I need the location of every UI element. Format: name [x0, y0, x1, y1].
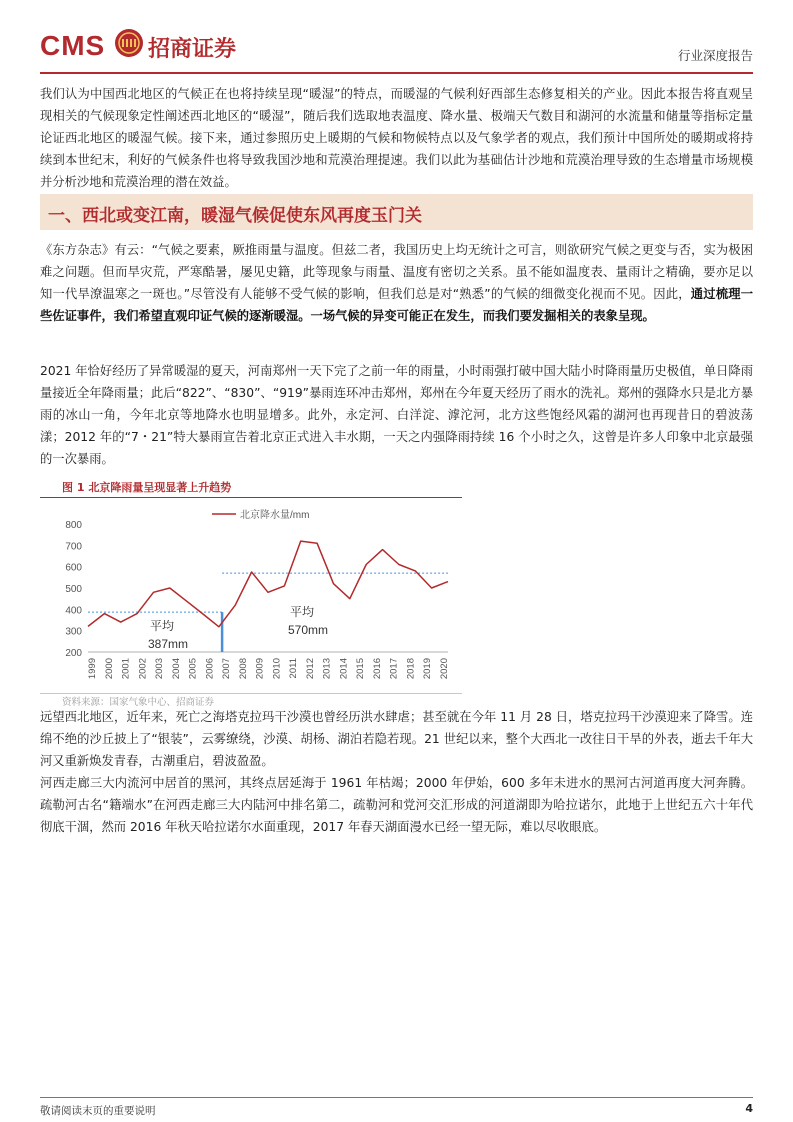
page-header [40, 26, 753, 74]
x-tick-label: 2018 [405, 658, 417, 680]
chart-legend [212, 508, 309, 521]
y-tick-label: 800 [65, 520, 82, 531]
x-tick-label: 2001 [120, 658, 132, 680]
x-tick-label: 2008 [237, 658, 249, 680]
y-tick-label: 500 [65, 584, 82, 595]
logo-text: CMS [40, 30, 106, 61]
y-axis [65, 520, 448, 659]
x-tick-label: 2000 [103, 658, 115, 680]
year-2021-paragraph: 2021 年恰好经历了异常暖湿的夏天，河南郑州一天下完了之前一年的雨量，小时雨强打破中国大陆小时降雨量历史极值，单日降雨量接近全年降雨量；此后“822”、“830”、“919”暴雨连环冲击郑州，郑州在今年夏天经历了雨水的洗礼。郑州的强降水只是北方暴雨的冰山一角，今年北京等地降水也明显增多。此外，永定河、白洋淀、滹沱河，北方这些饱经风霜的湖河也再现昔日的碧波荡漾；2012 年的“7・21”特大暴雨宣告着北京正式进入丰水期，一天之内强降雨持续 16 个小时之久，这曾是许多人印象中北京最强的一次暴雨。 [40, 364, 753, 466]
logo-chinese-name: 招商证券 [148, 37, 237, 62]
x-tick-label: 2011 [288, 658, 300, 679]
x-tick-label: 2017 [388, 658, 400, 680]
x-tick-label: 2003 [154, 658, 166, 680]
x-tick-label: 2012 [304, 658, 316, 680]
average-annotations [148, 605, 328, 651]
x-tick-label: 2010 [271, 658, 283, 680]
x-tick-label: 2007 [221, 658, 233, 680]
footer-note: 敬请阅读末页的重要说明 [40, 1105, 156, 1117]
rainfall-line [88, 541, 448, 627]
intro-paragraph: 我们认为中国西北地区的气候正在也将持续呈现“暖湿”的特点，而暖湿的气候利好西部生态修复相关的产业。因此本报告将直观呈现相关的气候现象定性阐述西北地区的“暖湿”，随后我们选取地表温度、降水量、极端天气数目和湖河的水流量和储量等指标定量论证西北地区的暖湿气候。接下来，通过参照历史上暖期的气候和物候特点以及气象学者的观点，我们预计中国所处的暖期或将持续到本世纪末，利好的气候条件也将导致我国沙地和荒漠治理提速。我们以此为基础估计沙地和荒漠治理导致的生态增量市场规模并分析沙地和荒漠治理的潜在效益。 [40, 87, 753, 189]
section-heading-band [40, 194, 753, 230]
y-tick-label: 300 [65, 626, 82, 638]
y-tick-label: 700 [65, 541, 82, 553]
avg-before-label-1: 平均 [150, 619, 175, 633]
avg-before-label-2: 387mm [148, 637, 189, 651]
header-divider [40, 72, 753, 74]
average-lines [88, 573, 448, 652]
x-tick-label: 2016 [371, 658, 383, 680]
x-tick-label: 2013 [321, 658, 333, 680]
figure-source: 资料来源：国家气象中心、招商证券 [62, 697, 215, 708]
section-title: 一、西北或变江南，暖湿气候促使东风再度玉门关 [48, 206, 422, 226]
quote-text: 《东方杂志》有云：“气候之要素，厥推雨量与温度。但兹二者，我国历史上均无统计之可言，则欲研究气候之更变与否，实为极困难之问题。但而旱灾荒，严寒酷暑，屡见史籍，此等现象与雨量、温度有密切之关系。虽不能如温度表、量雨计之精确，要亦足以知一代旱潦温寒之一斑也。”尽管没有人能够不受气候的影响，但我们总是对“熟悉”的气候的细微变化视而不见。因此， [40, 243, 753, 301]
beijing-rainfall-chart [40, 500, 462, 690]
quote-paragraph [40, 239, 753, 327]
x-tick-label: 1999 [87, 658, 98, 680]
y-tick-label: 200 [65, 648, 82, 659]
quote-emphasis: 通过梳理一些佐证事件，我们希望直观印证气候的逐渐暖湿。一场气候的异变可能正在发生，而我们要发掘相关的表象呈现。 [40, 287, 753, 323]
rainfall-series [88, 541, 448, 627]
x-tick-label: 2002 [137, 658, 149, 680]
x-tick-label: 2020 [439, 658, 450, 680]
x-tick-label: 2014 [338, 658, 350, 680]
x-tick-label: 2005 [187, 658, 199, 680]
x-tick-label: 2009 [254, 658, 266, 680]
x-tick-label: 2006 [204, 658, 216, 680]
avg-after-label-2: 570mm [288, 623, 329, 637]
hexi-corridor-paragraph: 河西走廊三大内流河中居首的黑河，其终点居延海于 1961 年枯竭；2000 年伊始，600 多年未进水的黑河古河道再度大河奔腾。疏勒河古名“籍端水”在河西走廊三大内陆河中排名第二，疏勒河和党河交汇形成的河道湖即为哈拉诺尔，此地于上世纪五六十年代彻底干涸，然而 2016 年秋天哈拉诺尔水面重现，2017 年春天湖面漫水已经一望无际，难以尽收眼底。 [40, 776, 753, 834]
y-tick-label: 600 [65, 562, 82, 574]
x-axis [87, 658, 450, 679]
footer-divider [40, 1097, 753, 1098]
avg-after-label-1: 平均 [290, 605, 315, 619]
far-northwest-paragraph: 远望西北地区，近年来，死亡之海塔克拉玛干沙漠也曾经历洪水肆虐；甚至就在今年 11 月 28 日，塔克拉玛干沙漠迎来了降雪。连绵不绝的沙丘披上了“银装”，云雾缭绕，沙漠、胡杨、湖泊若隐若现。21 世纪以来，整个大西北一改往日干旱的外表，逝去千年大河又重新焕发青春，古潮重启，碧波盈盈。 [40, 710, 753, 768]
y-tick-label: 400 [65, 605, 82, 617]
report-type-label: 行业深度报告 [677, 48, 753, 63]
figure-title-rule [40, 497, 462, 498]
x-tick-label: 2004 [170, 658, 182, 680]
legend-label: 北京降水量/mm [240, 510, 310, 521]
figure-title: 图 1 北京降雨量呈现显著上升趋势 [62, 481, 232, 494]
logo-emblem-icon [114, 28, 144, 58]
x-tick-label: 2019 [422, 658, 434, 680]
x-tick-label: 2015 [355, 658, 367, 680]
page-number: 4 [745, 1102, 753, 1115]
